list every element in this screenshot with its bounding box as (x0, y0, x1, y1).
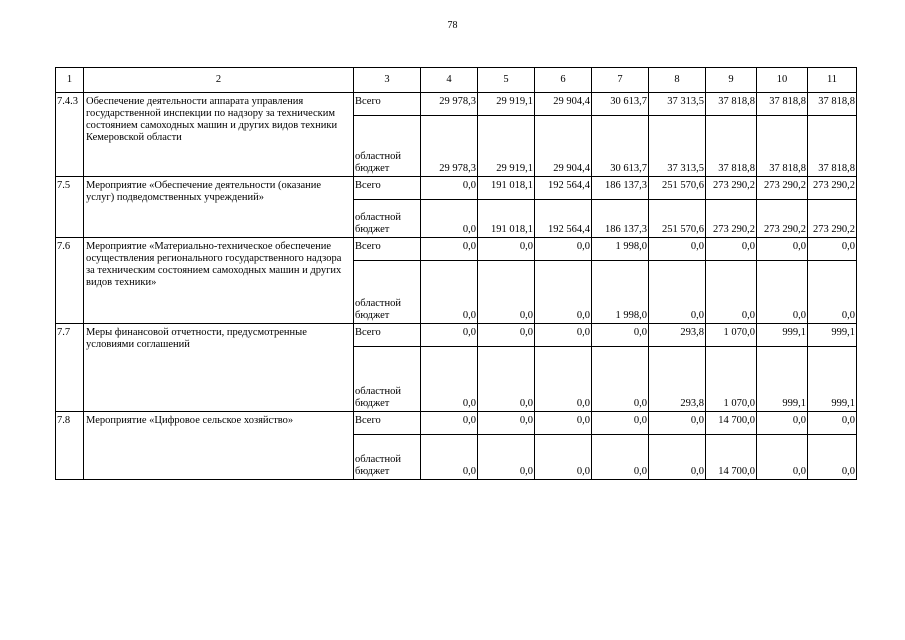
value-cell: 29 919,1 (478, 93, 535, 116)
value-cell: 191 018,1 (478, 200, 535, 238)
value-cell: 0,0 (421, 324, 478, 347)
value-cell: 251 570,6 (649, 200, 706, 238)
value-cell: 0,0 (808, 412, 857, 435)
value-cell: 0,0 (757, 238, 808, 261)
value-cell: 29 904,4 (535, 116, 592, 177)
col-header: 8 (649, 68, 706, 93)
value-cell: 0,0 (649, 435, 706, 480)
value-cell: 0,0 (535, 261, 592, 324)
value-cell: 0,0 (808, 238, 857, 261)
value-cell: 273 290,2 (706, 200, 757, 238)
value-cell: 37 818,8 (808, 93, 857, 116)
col-header: 1 (56, 68, 84, 93)
col-header: 4 (421, 68, 478, 93)
funding-source-total: Всего (354, 412, 421, 435)
value-cell: 37 818,8 (757, 116, 808, 177)
value-cell: 30 613,7 (592, 93, 649, 116)
value-cell: 37 313,5 (649, 93, 706, 116)
funding-source-total: Всего (354, 177, 421, 200)
funding-source-total: Всего (354, 93, 421, 116)
table-row (56, 93, 857, 116)
funding-source-budget: областной бюджет (354, 347, 421, 412)
row-id: 7.6 (56, 238, 84, 324)
value-cell: 0,0 (535, 238, 592, 261)
value-cell: 37 818,8 (757, 93, 808, 116)
row-description: Меры финансовой отчетности, предусмотренные условиями соглашений (84, 324, 354, 412)
row-id: 7.7 (56, 324, 84, 412)
value-cell: 0,0 (706, 238, 757, 261)
value-cell: 0,0 (421, 435, 478, 480)
value-cell: 999,1 (757, 347, 808, 412)
value-cell: 0,0 (535, 347, 592, 412)
value-cell: 29 904,4 (535, 93, 592, 116)
value-cell: 14 700,0 (706, 435, 757, 480)
value-cell: 293,8 (649, 347, 706, 412)
value-cell: 192 564,4 (535, 200, 592, 238)
value-cell: 293,8 (649, 324, 706, 347)
value-cell: 1 998,0 (592, 261, 649, 324)
value-cell: 29 978,3 (421, 93, 478, 116)
row-description: Мероприятие «Материально-техническое обеспечение осуществления регионального государственного надзора за техническим состоянием самоходных машин и других видов техники» (84, 238, 354, 324)
row-description: Обеспечение деятельности аппарата управления государственной инспекции по надзору за техническим состоянием самоходных машин и других видов техники Кемеровской области (84, 93, 354, 177)
row-id: 7.8 (56, 412, 84, 480)
row-description: Мероприятие «Цифровое сельское хозяйство» (84, 412, 354, 480)
value-cell: 37 818,8 (706, 93, 757, 116)
value-cell: 14 700,0 (706, 412, 757, 435)
value-cell: 1 998,0 (592, 238, 649, 261)
value-cell: 0,0 (592, 347, 649, 412)
value-cell: 186 137,3 (592, 200, 649, 238)
row-id: 7.4.3 (56, 93, 84, 177)
table-row (56, 177, 857, 200)
value-cell: 0,0 (808, 261, 857, 324)
value-cell: 0,0 (757, 435, 808, 480)
value-cell: 999,1 (757, 324, 808, 347)
value-cell: 0,0 (421, 412, 478, 435)
value-cell: 0,0 (478, 435, 535, 480)
value-cell: 0,0 (421, 347, 478, 412)
value-cell: 29 919,1 (478, 116, 535, 177)
col-header: 5 (478, 68, 535, 93)
funding-source-budget: областной бюджет (354, 200, 421, 238)
row-id: 7.5 (56, 177, 84, 238)
value-cell: 0,0 (478, 238, 535, 261)
table-row (56, 238, 857, 261)
value-cell: 192 564,4 (535, 177, 592, 200)
value-cell: 0,0 (535, 435, 592, 480)
value-cell: 0,0 (757, 412, 808, 435)
value-cell: 0,0 (649, 238, 706, 261)
funding-source-budget: областной бюджет (354, 435, 421, 480)
funding-source-total: Всего (354, 238, 421, 261)
col-header: 3 (354, 68, 421, 93)
value-cell: 273 290,2 (808, 177, 857, 200)
value-cell: 0,0 (592, 412, 649, 435)
value-cell: 0,0 (649, 261, 706, 324)
value-cell: 0,0 (757, 261, 808, 324)
value-cell: 273 290,2 (757, 200, 808, 238)
value-cell: 273 290,2 (706, 177, 757, 200)
row-description: Мероприятие «Обеспечение деятельности (оказание услуг) подведомственных учреждений» (84, 177, 354, 238)
value-cell: 0,0 (421, 261, 478, 324)
value-cell: 37 313,5 (649, 116, 706, 177)
page-number: 78 (447, 20, 458, 31)
col-header: 10 (757, 68, 808, 93)
value-cell: 0,0 (421, 177, 478, 200)
value-cell: 0,0 (535, 324, 592, 347)
value-cell: 1 070,0 (706, 324, 757, 347)
col-header: 7 (592, 68, 649, 93)
col-header: 6 (535, 68, 592, 93)
value-cell: 0,0 (478, 324, 535, 347)
value-cell: 0,0 (592, 435, 649, 480)
value-cell: 0,0 (421, 200, 478, 238)
funding-source-budget: областной бюджет (354, 261, 421, 324)
value-cell: 30 613,7 (592, 116, 649, 177)
value-cell: 999,1 (808, 324, 857, 347)
budget-table (55, 67, 857, 480)
value-cell: 0,0 (421, 238, 478, 261)
value-cell: 191 018,1 (478, 177, 535, 200)
value-cell: 273 290,2 (757, 177, 808, 200)
col-header: 9 (706, 68, 757, 93)
col-header: 11 (808, 68, 857, 93)
value-cell: 999,1 (808, 347, 857, 412)
value-cell: 0,0 (706, 261, 757, 324)
value-cell: 0,0 (478, 412, 535, 435)
value-cell: 0,0 (478, 261, 535, 324)
value-cell: 251 570,6 (649, 177, 706, 200)
table-row (56, 412, 857, 435)
value-cell: 37 818,8 (808, 116, 857, 177)
value-cell: 0,0 (592, 324, 649, 347)
funding-source-total: Всего (354, 324, 421, 347)
value-cell: 0,0 (808, 435, 857, 480)
value-cell: 0,0 (535, 412, 592, 435)
col-header: 2 (84, 68, 354, 93)
value-cell: 186 137,3 (592, 177, 649, 200)
table-row (56, 324, 857, 347)
value-cell: 29 978,3 (421, 116, 478, 177)
value-cell: 37 818,8 (706, 116, 757, 177)
value-cell: 0,0 (649, 412, 706, 435)
funding-source-budget: областной бюджет (354, 116, 421, 177)
header-row (56, 68, 857, 93)
value-cell: 273 290,2 (808, 200, 857, 238)
value-cell: 1 070,0 (706, 347, 757, 412)
value-cell: 0,0 (478, 347, 535, 412)
